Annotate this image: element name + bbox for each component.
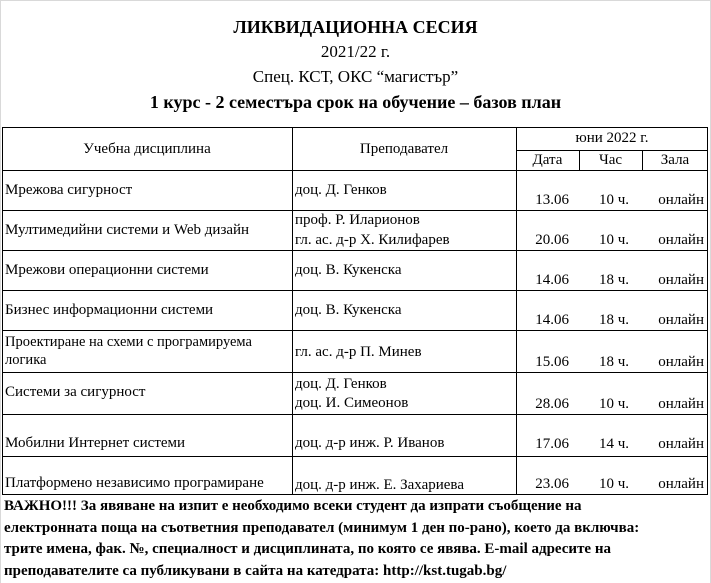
room-cell: онлайн	[658, 272, 704, 288]
teacher-cell: доц. В. Кукенска	[295, 302, 402, 318]
teacher-cell: проф. Р. Иларионов	[295, 212, 420, 228]
room-cell: онлайн	[658, 476, 704, 492]
exam-schedule-table	[2, 127, 708, 494]
note-line: електронната поща на съответния преподавател (минимум 1 ден по-рано), което да включва:	[4, 519, 640, 536]
table-border	[2, 290, 708, 291]
teacher-cell: доц. д-р инж. Е. Захариева	[295, 477, 464, 493]
table-border	[2, 210, 708, 211]
time-cell: 10 ч.	[598, 396, 629, 412]
note-line: преподавателите са публикувани в сайта на катедрата: http://kst.tugab.bg/	[4, 562, 507, 579]
discipline-cell: Мрежови операционни системи	[5, 262, 209, 278]
column-header-discipline: Учебна дисциплина	[83, 141, 211, 157]
column-header-month: юни 2022 г.	[575, 130, 649, 146]
discipline-cell: Мобилни Интернет системи	[5, 435, 186, 451]
time-cell: 10 ч.	[598, 476, 629, 492]
date-cell: 17.06	[535, 436, 569, 452]
room-cell: онлайн	[658, 192, 704, 208]
discipline-cell: Мултимедийни системи и Web дизайн	[5, 222, 250, 238]
teacher-cell: доц. В. Кукенска	[295, 262, 402, 278]
important-note	[4, 496, 706, 582]
table-border	[2, 414, 708, 415]
table-border	[2, 127, 3, 494]
time-cell: 14 ч.	[598, 436, 629, 452]
room-cell: онлайн	[658, 312, 704, 328]
date-cell: 20.06	[535, 232, 569, 248]
discipline-cell: Бизнес информационни системи	[5, 302, 214, 318]
teacher-cell: доц. Д. Генков	[295, 182, 387, 198]
academic-year: 2021/22 г.	[320, 42, 391, 61]
gridline	[0, 0, 711, 1]
column-header-room: Зала	[660, 152, 690, 168]
discipline-cell: логика	[5, 352, 47, 368]
table-border	[2, 127, 708, 128]
teacher-cell: доц. д-р инж. Р. Иванов	[295, 435, 445, 451]
table-border	[2, 170, 708, 171]
date-cell: 23.06	[535, 476, 569, 492]
date-cell: 15.06	[535, 354, 569, 370]
note-line: ВАЖНО!!! За явяване на изпит е необходимо всеки студент да изпрати съобщение на	[4, 498, 582, 514]
discipline-cell: Платформено независимо програмиране	[5, 475, 264, 491]
room-cell: онлайн	[658, 396, 704, 412]
date-cell: 14.06	[535, 312, 569, 328]
discipline-cell: Системи за сигурност	[5, 384, 146, 400]
time-cell: 10 ч.	[598, 192, 629, 208]
teacher-cell: гл. ас. д-р Х. Килифарев	[295, 232, 450, 248]
time-cell: 18 ч.	[598, 354, 629, 370]
discipline-cell: Проектиране на схеми с програмируема	[5, 334, 252, 350]
teacher-cell: гл. ас. д-р П. Минев	[295, 344, 422, 360]
course-line: 1 курс - 2 семестъра срок на обучение – базов план	[149, 92, 562, 112]
table-border	[292, 127, 293, 494]
table-border	[2, 494, 708, 495]
table-border	[2, 456, 708, 457]
discipline-cell: Мрежова сигурност	[5, 182, 133, 198]
teacher-cell: доц. Д. Генков	[295, 376, 387, 392]
session-title: ЛИКВИДАЦИОННА СЕСИЯ	[233, 17, 478, 37]
table-border	[2, 250, 708, 251]
date-cell: 14.06	[535, 272, 569, 288]
column-header-time: Час	[598, 152, 623, 168]
table-border	[2, 330, 708, 331]
column-header-teacher: Преподавател	[359, 141, 449, 157]
date-cell: 13.06	[535, 192, 569, 208]
time-cell: 10 ч.	[598, 232, 629, 248]
note-line: трите имена, фак. №, специалност и дисциплината, по която се явява. E-mail адресите на	[4, 541, 611, 557]
time-cell: 18 ч.	[598, 272, 629, 288]
room-cell: онлайн	[658, 436, 704, 452]
room-cell: онлайн	[658, 232, 704, 248]
specialty-line: Спец. КСТ, ОКС “магистър”	[252, 67, 459, 86]
room-cell: онлайн	[658, 354, 704, 370]
table-border	[516, 150, 708, 151]
teacher-cell: доц. И. Симеонов	[295, 395, 409, 411]
column-header-date: Дата	[532, 152, 563, 168]
date-cell: 28.06	[535, 396, 569, 412]
table-border	[707, 127, 708, 494]
table-border	[2, 372, 708, 373]
gridline	[0, 0, 1, 583]
time-cell: 18 ч.	[598, 312, 629, 328]
